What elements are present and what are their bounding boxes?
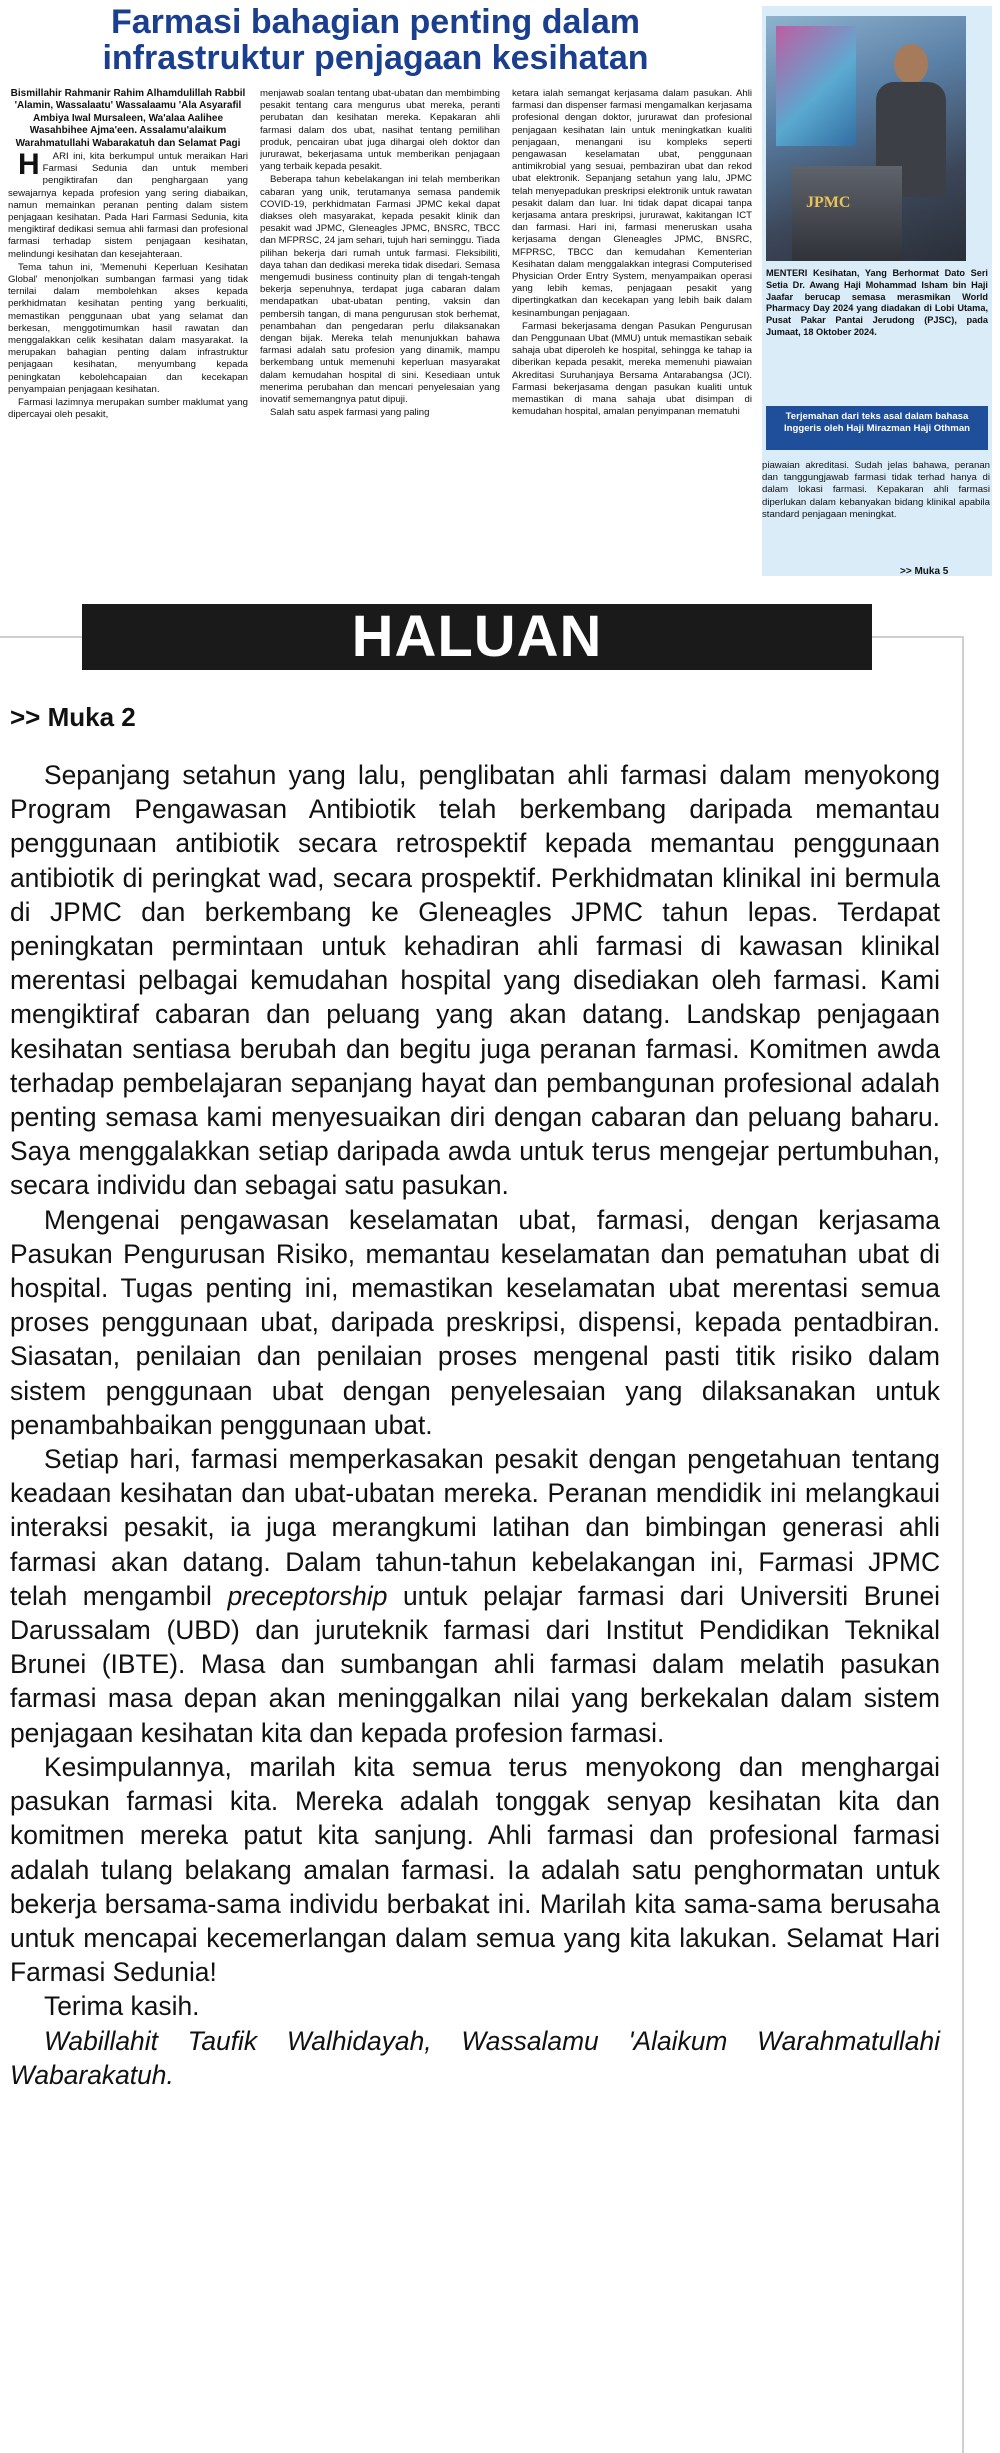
- article-headline: Farmasi bahagian penting dalam infrastruktur penjagaan kesihatan: [102, 3, 649, 77]
- paragraph: menjawab soalan tentang ubat-ubatan dan membimbing pesakit tentang cara mengurus ubat mereka, peranti perubatan dan kesihatan mereka. Kepakaran ahli farmasi dalam dos ubat, nasihat tentang pemilihan produk, pencairan ubat juga dihargai oleh doktor dan jururawat, bekerjasama untuk memberikan penjagaan yang terbaik kepada pesakit.: [260, 88, 500, 173]
- paragraph: [8, 148, 248, 261]
- paragraph-text: untuk pelajar farmasi dari Universiti Brunei Darussalam (UBD) dan juruteknik farmasi dari Institut Pendidikan Teknikal Brunei (IBTE). Masa dan sumbangan ahli farmasi dalam melatih pasukan farmasi masa depan akan meninggalkan nilai yang berkekalan dalam sistem penjagaan kesihatan kita dan kepada profesion farmasi.: [10, 1580, 940, 1748]
- speaker-head: [894, 44, 928, 84]
- paragraph: Beberapa tahun kebelakangan ini telah memberikan cabaran yang unik, terutamanya semasa pandemik COVID-19, perkhidmatan Farmasi JPMC kekal dapat diakses oleh masyarakat, kepada pesakit klinik dan pesakit wad JPMC, Gleneagles JPMC, BNSRC, TBCC dan MFPRSC, 24 jam sehari, tujuh hari seminggu. Tiada pilihan bekerja dari rumah untuk farmasi. Fleksibiliti, daya tahan dan dedikasi mereka tidak disedari. Semasa mengemudi business continuity plan di tengah-tengah bekerja sepenuhnya, terdapat juga cabaran dalam mendapatkan ubat-ubatan penting, vaksin dan pembersih tangan, di mana pengurusan stok berhemat, penambahan dan pengedaran perlu dilaksanakan dengan bijak. Mereka telah menunjukkan bahawa farmasi adalah satu profesion yang dinamik, mampu berkembang untuk memenuhi keperluan masyarakat dalam kemudahan hospital di sini. Kesediaan untuk menerima perubahan dan mencari penyelesaian yang inovatif sememangnya patut dipuji.: [260, 174, 500, 406]
- continued-from-page-2: >> Muka 2: [10, 702, 136, 732]
- column-2: [260, 88, 500, 578]
- podium: [792, 166, 902, 261]
- paragraph: [10, 1442, 940, 1750]
- paragraph: Sepanjang setahun yang lalu, penglibatan ahli farmasi dalam menyokong Program Pengawasan Antibiotik telah berkembang daripada memantau penggunaan antibiotik secara retrospektif kepada memantau penggunaan antibiotik di peringkat wad, secara prospektif. Perkhidmatan klinikal ini bermula di JPMC dan berkembang ke Gleneagles JPMC tahun lepas. Terdapat peningkatan permintaan untuk kehadiran ahli farmasi di kawasan klinikal merentasi pelbagai kemudahan hospital yang disediakan oleh farmasi. Kami mengiktiraf cabaran dan peluang yang akan datang. Landskap penjagaan kesihatan sentiasa berubah dan begitu juga peranan farmasi. Komitmen awda terhadap pembelajaran sepanjang hayat dan pembangunan profesional adalah penting semasa kami menyesuaikan diri dengan cabaran dan peluang baharu. Saya menggalakkan setiap daripada awda untuk terus mengejar pertumbuhan, secara individu dan sebagai satu pasukan.: [10, 760, 940, 1201]
- jpmc-logo: JPMC: [806, 194, 851, 211]
- translation-note: Terjemahan dari teks asal dalam bahasa Inggeris oleh Haji Mirazman Haji Othman: [766, 406, 988, 450]
- salutation: Bismillahir Rahmanir Rahim Alhamdulillah Rabbil 'Alamin, Wassalaatu' Wassalaamu 'Ala Asyarafil Ambiya Iwal Mursaleen, Wa'alaa Aalihee Wasahbihee Ajma'een. Assalamu'alaikum Warahmatullahi Wabarakatuh dan Selamat Pagi: [10, 88, 246, 149]
- article-columns: [8, 88, 760, 578]
- paragraph: Tema tahun ini, 'Memenuhi Keperluan Kesihatan Global' menonjolkan sumbangan farmasi yang tidak ternilai dalam membolehkan akses kepada perkhidmatan kesihatan penting yang berkualiti, memastikan penggunaan ubat yang selamat dan berkesan, menggotimumkan hasil rawatan dan menggalakkan celik kesihatan dalam masyarakat. Ia merupakan bahagian penting dalam infrastruktur penjagaan kesihatan, menyumbang kepada peningkatan kebolehcapaian dan kecekapan penyampaian penjagaan kesihatan.: [8, 261, 248, 395]
- top-article-section: [0, 0, 1000, 600]
- closing-line: Wabillahit Taufik Walhidayah, Wassalamu 'Alaikum Warahmatullahi Wabarakatuh.: [10, 2025, 940, 2090]
- article-photo: [766, 16, 966, 261]
- paragraph: ketara ialah semangat kerjasama dalam pasukan. Ahli farmasi dan dispenser farmasi mengamalkan kerjasama profesional dengan doktor, jururawat dan profesional penjagaan kesihatan lain untuk meningkatkan kualiti penjagaan, menangani isu kompleks seperti pengawasan keselamatan ubat, penggunaan antimikrobial yang sesuai, pembaziran ubat dan rekod ubat elektronik. Sepanjang setahun yang lalu, JPMC telah menyepadukan preskripsi elektronik untuk rawatan pesakit dalam dan luar. Ini tidak dapat dicapai tanpa kerjasama antara preskripsi, jururawat, kakitangan ICT dan farmasi. Hari ini, farmasi meneruskan usaha kerjasama dengan Gleneagles JPMC, BNSRC, MFPRSC, TBCC dan kemudahan Kementerian Kesihatan dalam menggalakkan integrasi Computerised Physician Order Entry System, menyampaikan operasi yang lebih kemas, penjagaan pesakit yang dipertingkatkan dan kecekapan yang lebih baik dalam kesinambungan penjagaan.: [512, 88, 752, 319]
- paragraph: Kesimpulannya, marilah kita semua terus menyokong dan menghargai pasukan farmasi kita. Mereka adalah tonggak senyap kesihatan kita dan komitmen mereka patut kita sanjung. Ahli farmasi dan profesional farmasi adalah tulang belakang amalan farmasi. Ia adalah satu penghormatan untuk bekerja bersama-sama individu berbakat ini. Marilah kita sama-sama berusaha untuk mencapai kecemerlangan dalam semua yang kita lakukan. Selamat Hari Farmasi Sedunia!: [10, 1751, 940, 1988]
- emphasis-term: preceptorship: [227, 1580, 388, 1611]
- paragraph: Farmasi bekerjasama dengan Pasukan Pengurusan dan Penggunaan Ubat (MMU) untuk memastikan sebaik sahaja ubat diperoleh ke hospital, sehingga ke tahap ia diberikan kepada pesakit, mereka memenuhi piawaian Akreditasi Suruhanjaya Bersama Antarabangsa (JCI). Farmasi bekerjasama dengan pasukan kualiti untuk memastikan di mana sahaja ubat disimpan di kemudahan hospital, amalan penyimpanan mematuhi: [512, 320, 752, 418]
- column-3: [512, 88, 752, 578]
- paragraph: Farmasi lazimnya merupakan sumber maklumat yang dipercayai oleh pesakit,: [8, 397, 248, 421]
- paragraph: Mengenai pengawasan keselamatan ubat, farmasi, dengan kerjasama Pasukan Pengurusan Risiko, memantau keselamatan dan pematuhan ubat di hospital. Tugas penting ini, memastikan keselamatan ubat merentasi semua proses penggunaan ubat, daripada preskripsi, dispensi, kepada pentadbiran. Siasatan, penilaian dan penilaian proses mengenal pasti titik risiko dalam sistem penggunaan ubat dengan penyelesaian yang dilaksanakan untuk penambahbaikan penggunaan ubat.: [10, 1204, 940, 1440]
- continued-page-5: >> Muka 5: [900, 566, 949, 577]
- drop-cap: H: [18, 148, 40, 182]
- photo-caption: MENTERI Kesihatan, Yang Berhormat Dato Seri Setia Dr. Awang Haji Mohammad Isham bin Haji Jaafar berucap semasa merasmikan World Pharmacy Day 2024 yang diadakan di Lobi Utama, Pusat Pakar Pantai Jerudong (PJSC), pada Jumaat, 18 Oktober 2024.: [766, 268, 988, 337]
- main-article-body: [10, 758, 940, 2092]
- column-1: [8, 88, 248, 578]
- backdrop-screen: [776, 26, 856, 146]
- paragraph: Salah satu aspek farmasi yang paling: [270, 407, 430, 419]
- haluan-banner: HALUAN: [82, 604, 872, 670]
- paragraph-text: Setiap hari, farmasi memperkasakan pesakit dengan pengetahuan tentang keadaan kesihatan dan ubat-ubatan mereka. Peranan mendidik ini melangkaui interaksi pesakit, ia juga merangkumi latihan dan bimbingan generasi ahli farmasi akan datang. Dalam tahun-tahun kebelakangan ini, Farmasi JPMC telah mengambil: [10, 1444, 940, 1611]
- column-4: piawaian akreditasi. Sudah jelas bahawa, peranan dan tanggungjawab farmasi tidak terhad hanya di dalam lokasi farmasi. Kepakaran ahli farmasi diperlukan dalam kebanyakan bidang klinikal apabila standard penjagaan meningkat.: [762, 460, 990, 520]
- paragraph-text: ARI ini, kita berkumpul untuk meraikan Hari Farmasi Sedunia dan untuk memberi pengiktirafan dan penghargaan yang sewajarnya kepada profesion yang sering diabaikan, namun memainkan peranan penting dalam sistem penjagaan kesihatan. Pada Hari Farmasi Sedunia, kita mengiktiraf dedikasi semua ahli farmasi dan profesional farmasi terhadap sistem penjagaan kesihatan, melindungi kesihatan dan kesejahteraan.: [8, 151, 248, 260]
- thanks-line: Terima kasih.: [44, 1991, 200, 2022]
